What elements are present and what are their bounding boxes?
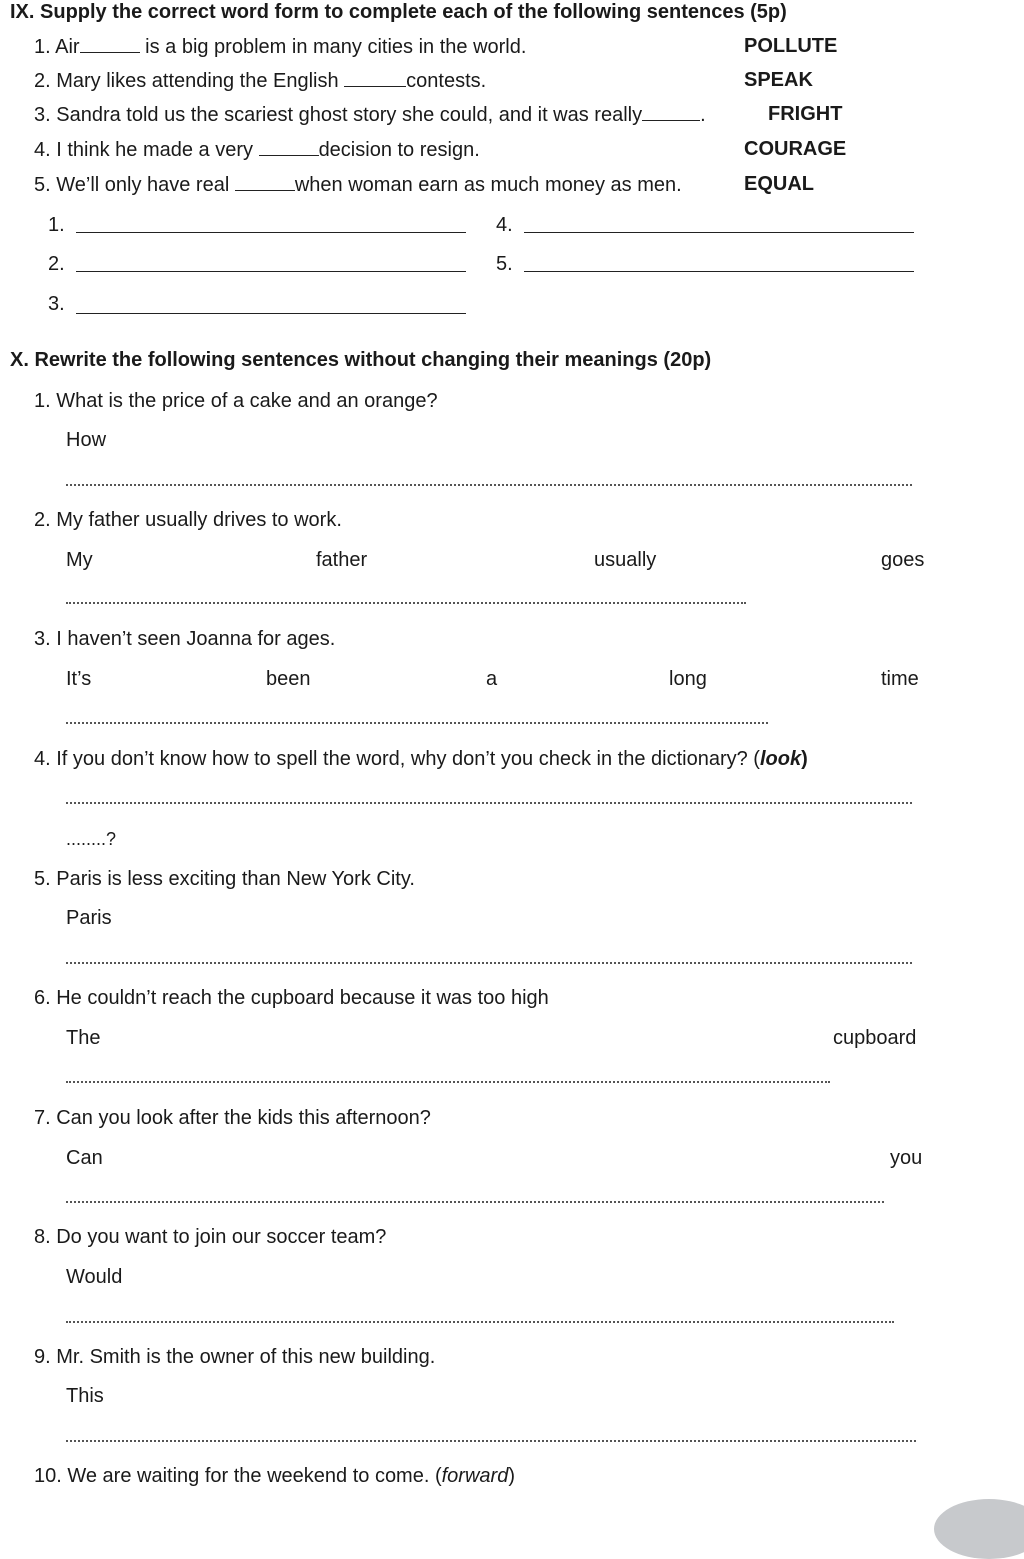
question-5-prompt: 5. Paris is less exciting than New York City.	[34, 868, 415, 890]
answer-blank[interactable]	[235, 172, 295, 191]
question-10-prompt	[34, 1464, 515, 1488]
answer-line-3[interactable]	[76, 313, 466, 314]
keyword: forward	[441, 1465, 509, 1487]
answer-line-4[interactable]	[524, 232, 914, 233]
item-text: 1. Air	[34, 36, 80, 58]
rewrite-word: time	[881, 668, 919, 690]
section-10-title: X. Rewrite the following sentences without changing their meanings (20p)	[10, 349, 712, 371]
item-text: .	[700, 104, 706, 126]
question-1-prompt: 1. What is the price of a cake and an orange?	[34, 390, 438, 412]
answer-label-2: 2.	[48, 253, 65, 275]
prompt-text: 4. If you don’t know how to spell the word, why don’t you check in the dictionary? (	[34, 748, 760, 770]
rewrite-word: you	[890, 1147, 923, 1169]
question-6-prompt: 6. He couldn’t reach the cupboard because it was too high	[34, 987, 549, 1009]
question-8-prompt: 8. Do you want to join our soccer team?	[34, 1226, 387, 1248]
question-2-prompt: 2. My father usually drives to work.	[34, 509, 342, 531]
question-7-prompt: 7. Can you look after the kids this afternoon?	[34, 1107, 431, 1129]
rewrite-word: usually	[594, 549, 657, 571]
answer-dotted-line[interactable]	[66, 1201, 884, 1203]
item-text: when woman earn as much money as men.	[294, 174, 682, 196]
item-text: contests.	[406, 70, 487, 92]
rewrite-word: father	[316, 549, 368, 571]
prompt-text: 10. We are waiting for the weekend to come. (	[34, 1465, 442, 1487]
answer-blank[interactable]	[80, 34, 140, 53]
exercise-item-1	[34, 34, 526, 59]
root-word: EQUAL	[744, 173, 814, 195]
item-text: decision to resign.	[318, 139, 480, 161]
item-text: 5. We’ll only have real	[34, 174, 235, 196]
answer-blank[interactable]	[642, 102, 700, 121]
paren: )	[508, 1465, 515, 1487]
keyword: look	[759, 748, 802, 770]
rewrite-word: a	[486, 668, 498, 690]
rewrite-word: cupboard	[833, 1027, 917, 1049]
question-3-prompt: 3. I haven’t seen Joanna for ages.	[34, 628, 336, 650]
answer-line-1[interactable]	[76, 232, 466, 233]
item-text: is a big problem in many cities in the world.	[139, 36, 527, 58]
rewrite-word: It’s	[66, 668, 92, 690]
root-word: FRIGHT	[768, 103, 843, 125]
question-4-prompt	[34, 747, 808, 771]
rewrite-word: goes	[881, 549, 925, 571]
exercise-item-2	[34, 68, 486, 93]
answer-line-5[interactable]	[524, 271, 914, 272]
answer-dotted-line[interactable]	[66, 802, 912, 804]
rewrite-word: been	[266, 668, 311, 690]
rewrite-start-word: Paris	[66, 907, 112, 929]
answer-line-2[interactable]	[76, 271, 466, 272]
exercise-item-5	[34, 172, 682, 197]
answer-dotted-line[interactable]	[66, 962, 912, 964]
answer-dotted-line[interactable]	[66, 1321, 894, 1323]
rewrite-start-word: How	[66, 429, 107, 451]
root-word: POLLUTE	[744, 35, 838, 57]
answer-dotted-line[interactable]	[66, 1440, 916, 1442]
page-corner-shadow	[934, 1499, 1024, 1559]
rewrite-word: Can	[66, 1147, 103, 1169]
section-9-title: IX. Supply the correct word form to complete each of the following sentences (5p)	[10, 1, 787, 23]
item-text: 3. Sandra told us the scariest ghost story she could, and it was really	[34, 104, 643, 126]
item-text: 2. Mary likes attending the English	[34, 70, 345, 92]
exercise-item-4	[34, 137, 480, 162]
answer-label-4: 4.	[496, 214, 513, 236]
exercise-item-3	[34, 102, 706, 127]
rewrite-start-word: This	[66, 1385, 104, 1407]
rewrite-word: The	[66, 1027, 101, 1049]
answer-label-3: 3.	[48, 293, 65, 315]
answer-label-5: 5.	[496, 253, 513, 275]
item-text: 4. I think he made a very	[34, 139, 259, 161]
answer-dotted-line[interactable]	[66, 602, 746, 604]
paren: )	[801, 748, 808, 770]
answer-dotted-line[interactable]	[66, 722, 768, 724]
question-9-prompt: 9. Mr. Smith is the owner of this new building.	[34, 1346, 436, 1368]
answer-blank[interactable]	[344, 68, 406, 87]
rewrite-start-word: Would	[66, 1266, 123, 1288]
rewrite-word: long	[669, 668, 707, 690]
answer-dotted-line[interactable]	[66, 1081, 830, 1083]
answer-dotted-line[interactable]	[66, 484, 912, 486]
root-word: COURAGE	[744, 138, 847, 160]
answer-label-1: 1.	[48, 214, 65, 236]
rewrite-word: My	[66, 549, 93, 571]
rewrite-ending: ........?	[66, 829, 117, 849]
answer-blank[interactable]	[259, 137, 319, 156]
root-word: SPEAK	[744, 69, 813, 91]
